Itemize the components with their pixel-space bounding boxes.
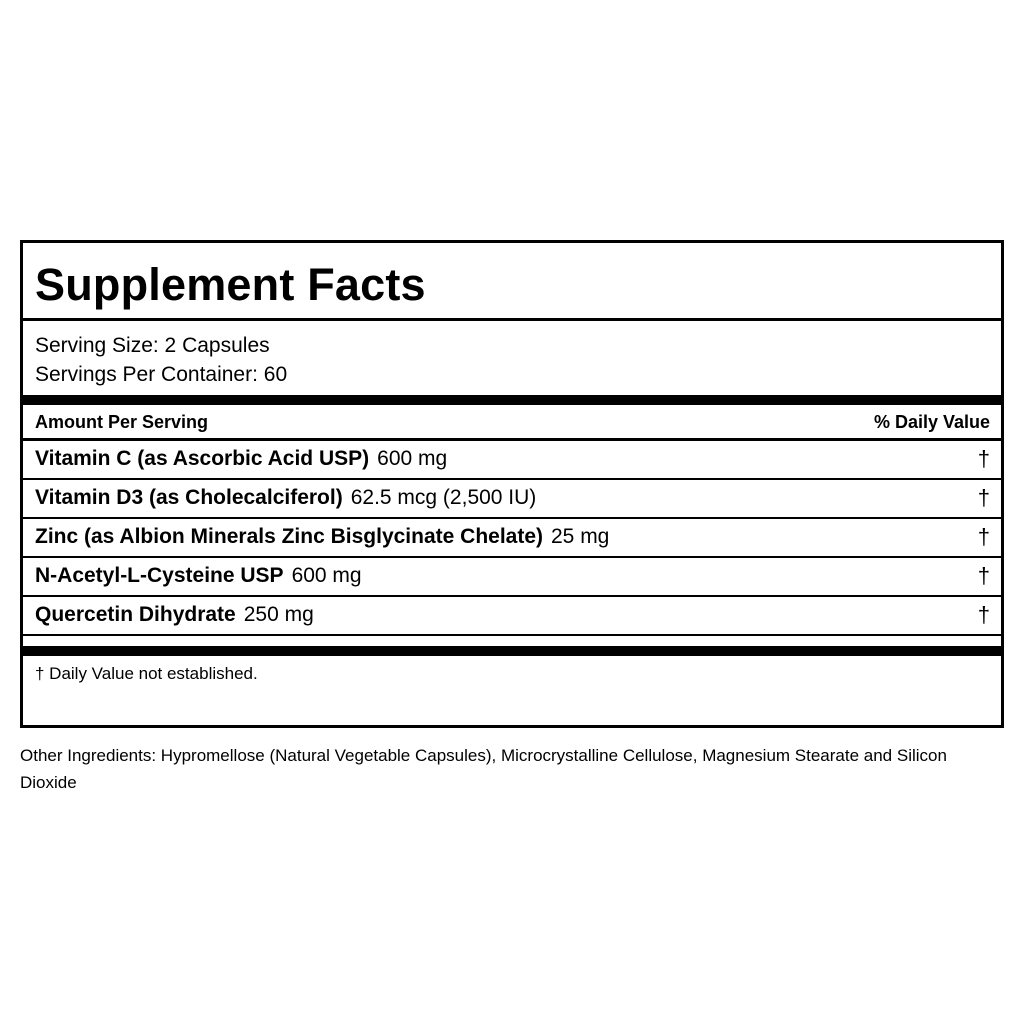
supplement-facts-panel bbox=[20, 240, 1004, 728]
other-ingredients: Other Ingredients: Hypromellose (Natural Vegetable Capsules), Microcrystalline Cellulose, Magnesium Stearate and Silicon Dioxide bbox=[20, 746, 947, 792]
servings-per-container: Servings Per Container: 60 bbox=[35, 363, 288, 386]
nutrient-name: Vitamin D3 (as Cholecalciferol) bbox=[35, 486, 343, 509]
nutrient-dv: † bbox=[977, 524, 990, 549]
nutrient-dv: † bbox=[977, 563, 990, 588]
nutrient-name: Quercetin Dihydrate bbox=[35, 603, 236, 626]
thick-divider-top bbox=[23, 395, 1001, 405]
nutrient-row bbox=[23, 558, 1001, 595]
nutrient-amount: 600 mg bbox=[377, 447, 448, 470]
amount-per-serving-header: Amount Per Serving bbox=[35, 412, 209, 432]
nutrient-amount: 250 mg bbox=[243, 603, 314, 626]
nutrient-row bbox=[23, 597, 1001, 634]
nutrient-row bbox=[23, 480, 1001, 517]
title-divider bbox=[23, 318, 1001, 321]
nutrient-amount: 62.5 mcg (2,500 IU) bbox=[350, 486, 537, 509]
nutrient-dv: † bbox=[977, 446, 990, 471]
nutrient-name: Vitamin C (as Ascorbic Acid USP) bbox=[35, 447, 370, 470]
thick-divider-bottom bbox=[23, 646, 1001, 656]
nutrient-amount: 600 mg bbox=[291, 564, 362, 587]
serving-size: Serving Size: 2 Capsules bbox=[35, 334, 270, 357]
daily-value-header: % Daily Value bbox=[873, 412, 990, 432]
nutrient-amount: 25 mg bbox=[551, 525, 610, 548]
panel-title: Supplement Facts bbox=[35, 259, 426, 310]
nutrient-name: Zinc (as Albion Minerals Zinc Bisglycinate Chelate) bbox=[35, 525, 543, 548]
nutrient-row bbox=[23, 519, 1001, 556]
nutrient-dv: † bbox=[977, 602, 990, 627]
nutrient-dv: † bbox=[977, 485, 990, 510]
nutrient-name: N-Acetyl-L-Cysteine USP bbox=[35, 564, 284, 587]
nutrient-row bbox=[23, 441, 1001, 478]
row-divider bbox=[23, 634, 1001, 636]
daily-value-footnote: † Daily Value not established. bbox=[35, 664, 258, 683]
